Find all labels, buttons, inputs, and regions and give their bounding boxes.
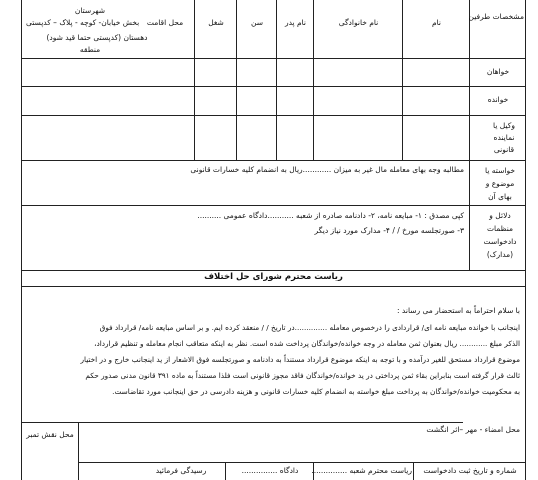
signature-label: محل امضاء - مهر –اثر انگشت bbox=[426, 425, 520, 434]
row-line-request bbox=[21, 205, 526, 206]
row-label-defendant: خوانده bbox=[487, 95, 509, 104]
row-line-plaintiff bbox=[21, 86, 526, 87]
stamp-label: محل نقش تمبر bbox=[26, 430, 74, 439]
form-frame bbox=[21, 0, 526, 480]
greeting: با سلام احتراماً به استحضار می رساند : bbox=[397, 306, 520, 315]
col-divider-footer-1 bbox=[413, 462, 414, 480]
header-address-line2: بخش خیابان- کوچه - پلاک – کدپستی bbox=[26, 18, 140, 27]
header-job: شغل bbox=[208, 18, 224, 27]
row-line-evidence bbox=[21, 270, 526, 271]
row-label-attorney: وکیل یا نماینده قانونی bbox=[493, 121, 515, 154]
header-parties-spec: مشخصات طرفین bbox=[468, 12, 524, 21]
footer-review: رسیدگی فرمائید bbox=[155, 466, 207, 475]
border-left bbox=[21, 0, 22, 480]
addressee-heading: ریاست محترم شورای حل اختلاف bbox=[204, 272, 343, 282]
paragraph-line-1: اینجانب با خوانده مبایعه نامه ای/ قراردادی را درخصوص معامله ..............در تاریخ / / منعقد کرده ایم. و بر اساس مبایعه نامه/ قرارداد فوق bbox=[99, 323, 520, 332]
paragraph-line-2: الذکر مبلغ ............ ریال بعنوان ثمن معامله در وجه خوانده/خواندگان پرداخت شده است. نظر به اینکه متعاقب انجام معامله و تنظیم قرارداد، bbox=[94, 339, 520, 348]
row-line-signature-top bbox=[21, 422, 463, 423]
col-divider-family bbox=[313, 0, 314, 160]
footer-registration: شماره و تاریخ ثبت دادخواست bbox=[423, 466, 517, 475]
request-text: مطالبه وجه بهای معامله مال غیر به میزان ............ریال به انضمام کلیه خسارات قانونی bbox=[190, 165, 464, 174]
header-address-line3: دهستان (کدپستی حتما قید شود) bbox=[46, 33, 148, 42]
col-divider-job bbox=[194, 0, 195, 160]
evidence-label: دلائل و منظمات دادخواست (مدارک) bbox=[483, 211, 517, 259]
row-line-footer bbox=[78, 462, 526, 463]
col-divider-age bbox=[236, 0, 237, 160]
paragraph-line-3: موضوع قرارداد مستحق للغیر درآمده و با توجه به اینکه موضوع قرارداد مستنداً به دادنامه و صورتجلسه فوق الاشعار از ید اینجانب خارج و در اختیار bbox=[80, 355, 520, 364]
border-right bbox=[525, 0, 526, 480]
col-divider-stamp bbox=[78, 422, 79, 480]
row-line-heading bbox=[21, 286, 526, 287]
footer-branch-head: ریاست محترم شعبه ............... bbox=[311, 466, 412, 475]
col-divider-evidence bbox=[469, 205, 470, 270]
col-divider-name bbox=[402, 0, 403, 160]
col-divider-father bbox=[276, 0, 277, 160]
header-age: سن bbox=[251, 18, 263, 27]
header-name: نام bbox=[431, 18, 442, 27]
row-line-defendant bbox=[21, 115, 526, 116]
row-line-attorney bbox=[21, 160, 526, 161]
paragraph-line-5: به محکومیت خوانده/خواندگان به پرداخت مبلغ خواسته به انضمام کلیه خسارات قانونی و هزینه دادرسی در حق اینجانب مورد تقاضاست. bbox=[112, 387, 520, 396]
row-label-plaintiff: خواهان bbox=[486, 67, 510, 76]
header-residence: محل اقامت bbox=[146, 18, 184, 27]
header-family: نام خانوادگی bbox=[338, 18, 379, 27]
footer-court: دادگاه ............... bbox=[241, 466, 299, 475]
col-divider-request bbox=[469, 160, 470, 205]
row-line-header bbox=[21, 58, 526, 59]
request-label: خواسته یا موضوع و بهای آن bbox=[485, 166, 515, 201]
evidence-line-2: ۳- صورتجلسه مورخ / / ۴- مدارک مورد نیاز دیگر bbox=[314, 226, 464, 235]
header-address-line4: منطقه bbox=[79, 45, 101, 54]
col-divider-label bbox=[469, 0, 470, 160]
header-father: نام پدر bbox=[284, 18, 307, 27]
paragraph-line-4: ثالث قرار گرفته است بنابراین بقاء ثمن پرداختی در ید خوانده/خواندگان فاقد مجوز قانونی است فلذا مستنداً به ماده ۳۹۱ قانون مدنی صدور حکم bbox=[85, 371, 520, 380]
evidence-line-1: کپی مصدق : ۱- مبایعه نامه، ۲- دادنامه صادره از شعبه ...........دادگاه عمومی .......... bbox=[197, 211, 464, 220]
col-divider-footer-3 bbox=[225, 462, 226, 480]
header-address-line1: شهرستان bbox=[74, 6, 106, 15]
